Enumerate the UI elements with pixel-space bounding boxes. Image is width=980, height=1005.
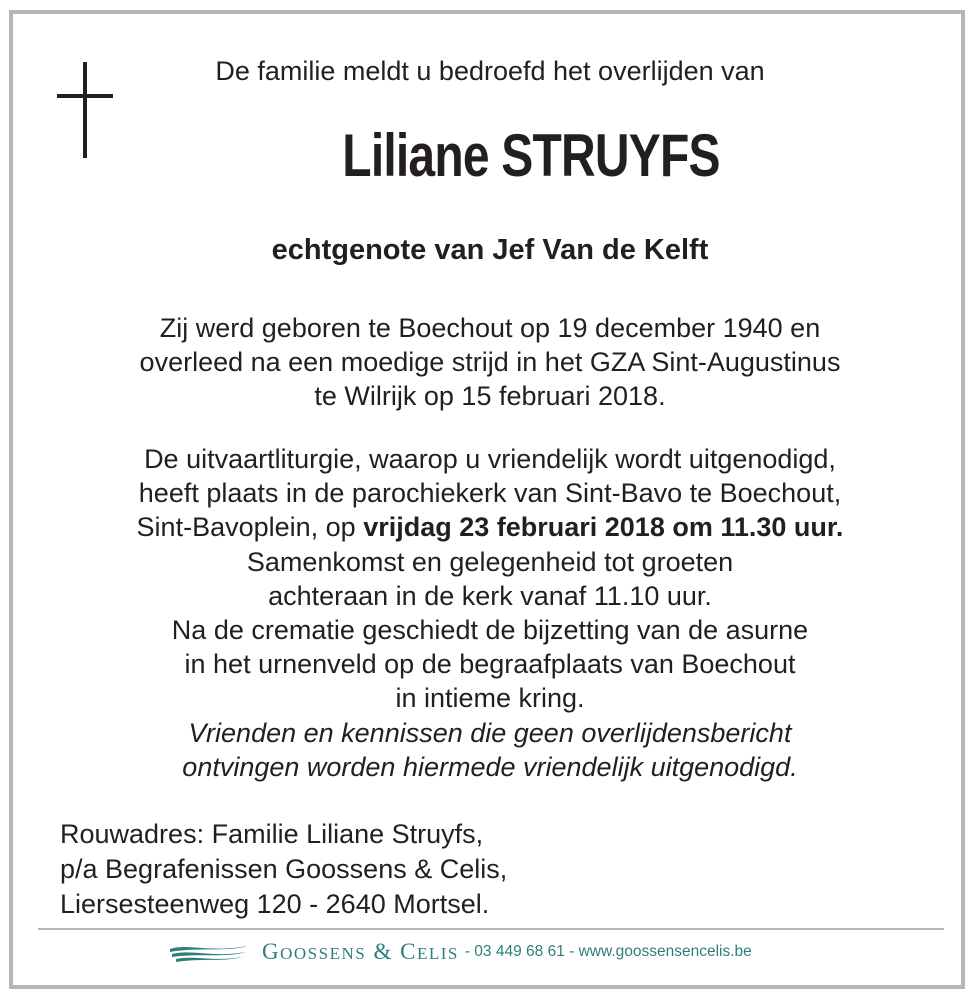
ceremony-line: in het urnenveld op de begraafplaats van Boechout xyxy=(184,649,796,680)
birth-line: Zij werd geboren te Boechout op 19 december 1940 en xyxy=(159,313,821,343)
address-line: p/a Begrafenissen Goossens & Celis, xyxy=(60,854,508,884)
ceremony-line: achteraan in de kerk vanaf 11.10 uur. xyxy=(268,580,712,611)
footer-divider xyxy=(38,928,944,930)
spouse-line: echtgenote van Jef Van de Kelft xyxy=(271,234,709,266)
birth-line: te Wilrijk op 15 februari 2018. xyxy=(314,381,666,412)
intro-text: De familie meldt u bedroefd het overlijden van xyxy=(215,56,765,86)
ceremony-location: Sint-Bavoplein, op xyxy=(136,512,364,543)
brand-letter: G xyxy=(262,939,281,964)
funeral-home-footer xyxy=(168,936,752,968)
invitation-line: ontvingen worden hiermede vriendelijk uitgenodigd. xyxy=(182,751,798,782)
ceremony-date-line xyxy=(0,510,980,544)
ceremony-line: in intieme kring. xyxy=(395,683,585,714)
birth-paragraph xyxy=(0,311,980,414)
invitation-line: Vrienden en kennissen die geen overlijdensbericht xyxy=(188,717,792,748)
address-line: Rouwadres: Familie Liliane Struyfs, xyxy=(60,819,484,849)
waves-logo-icon xyxy=(168,941,250,963)
brand-ampersand: & xyxy=(366,939,401,964)
deceased-name: Liliane STRUYFS xyxy=(342,122,720,189)
ceremony-line: De uitvaartliturgie, waarop u vriendelijk wordt uitgenodigd, xyxy=(144,444,836,474)
brand-smallcaps: OOSSENS xyxy=(280,944,367,963)
brand-letter: C xyxy=(400,939,417,964)
ceremony-line: Na de crematie geschiedt de bijzetting van de asurne xyxy=(171,615,809,646)
ceremony-paragraph xyxy=(0,442,980,784)
address-line: Liersesteenweg 120 - 2640 Mortsel. xyxy=(60,889,490,919)
birth-line: overleed na een moedige strijd in het GZA Sint-Augustinus xyxy=(139,347,841,378)
funeral-home-contact: - 03 449 68 61 - www.goossensencelis.be xyxy=(464,943,752,960)
ceremony-date: vrijdag 23 februari 2018 om 11.30 uur. xyxy=(363,512,844,543)
funeral-home-name xyxy=(262,939,459,965)
ceremony-line: Samenkomst en gelegenheid tot groeten xyxy=(246,546,734,577)
brand-smallcaps: ELIS xyxy=(416,944,459,963)
ceremony-line: heeft plaats in de parochiekerk van Sint-Bavo te Boechout, xyxy=(138,478,842,509)
mourning-address xyxy=(60,817,507,922)
